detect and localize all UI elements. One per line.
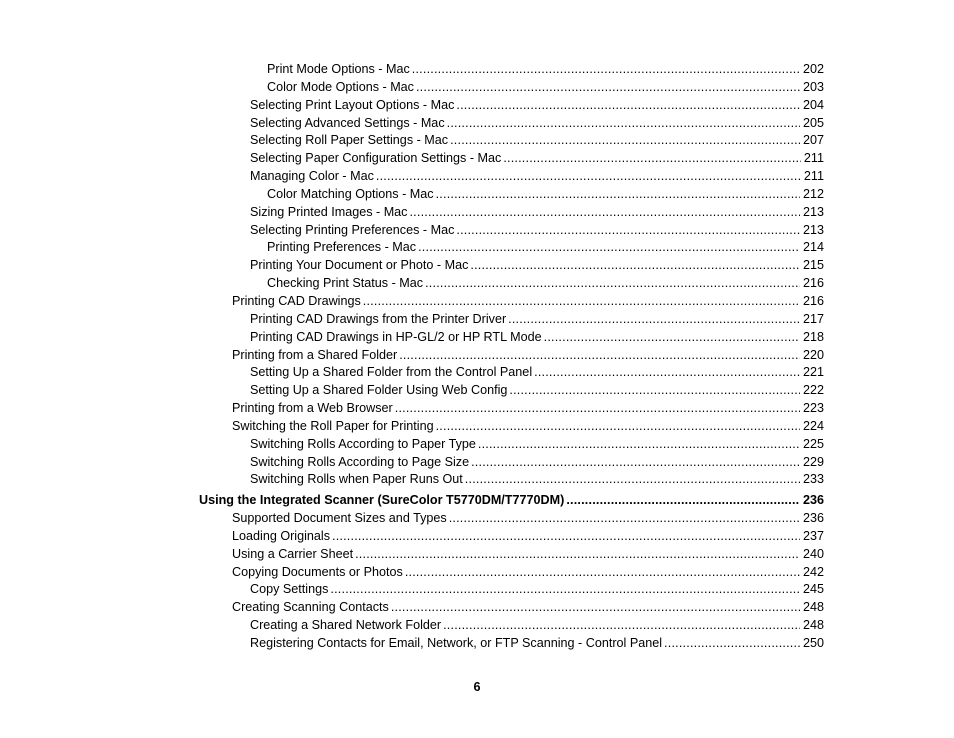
toc-entry[interactable] <box>0 222 954 240</box>
toc-entry-page-number: 214 <box>802 240 824 255</box>
page-number: 6 <box>473 680 481 694</box>
toc-entry-page-number: 218 <box>802 329 824 344</box>
toc-entry-page-number: 236 <box>802 493 824 508</box>
dot-leader <box>355 546 800 564</box>
toc-entry-title: Creating Scanning Contacts <box>232 600 389 615</box>
toc-entry-page-number: 245 <box>802 582 824 597</box>
toc-entry-page-number: 212 <box>802 186 824 201</box>
toc-entry-title: Selecting Printing Preferences - Mac <box>250 222 455 237</box>
dot-leader <box>412 61 800 79</box>
dot-leader <box>399 347 800 365</box>
toc-section-heading[interactable] <box>0 492 954 510</box>
toc-entry-title: Copying Documents or Photos <box>232 564 403 579</box>
toc-entry[interactable] <box>0 275 954 293</box>
dot-leader <box>332 528 800 546</box>
toc-entry-page-number: 242 <box>802 564 824 579</box>
toc-entry-title: Printing CAD Drawings <box>232 293 361 308</box>
toc-entry[interactable] <box>0 564 954 582</box>
toc-entry[interactable] <box>0 581 954 599</box>
toc-entry-page-number: 236 <box>802 511 824 526</box>
toc-entry[interactable] <box>0 97 954 115</box>
toc-entry-link[interactable] <box>232 599 824 617</box>
toc-entry-title: Using a Carrier Sheet <box>232 546 354 561</box>
toc-entry-page-number: 202 <box>802 62 824 76</box>
dot-leader <box>418 239 800 257</box>
toc-entry-title: Selecting Roll Paper Settings - Mac <box>250 133 449 148</box>
dot-leader <box>330 581 800 599</box>
toc-entry-title: Printing CAD Drawings in HP-GL/2 or HP RTL Mode <box>250 329 542 344</box>
toc-entry-link[interactable] <box>232 528 824 546</box>
dot-leader <box>470 257 800 275</box>
toc-entry-link[interactable] <box>250 150 824 168</box>
toc-entry-title: Switching the Roll Paper for Printing <box>232 418 434 433</box>
toc-entry[interactable] <box>0 186 954 204</box>
toc-entry-page-number: 211 <box>803 169 824 184</box>
toc-entry-page-number: 203 <box>802 79 824 94</box>
dot-leader <box>425 275 800 293</box>
toc-entry-page-number: 224 <box>802 418 824 433</box>
toc-entry-title: Managing Color - Mac <box>250 169 374 184</box>
toc-entry-page-number: 221 <box>802 365 824 380</box>
toc-entry-page-number: 211 <box>803 151 824 166</box>
toc-entry-title: Printing from a Shared Folder <box>232 347 398 362</box>
dot-leader <box>363 293 800 311</box>
toc-entry-page-number: 223 <box>802 401 824 416</box>
dot-leader <box>465 471 800 489</box>
toc-entry-link[interactable] <box>232 418 824 436</box>
toc-entry-page-number: 205 <box>802 115 824 130</box>
toc-entry-link[interactable] <box>267 79 824 97</box>
toc-entry-title: Setting Up a Shared Folder from the Control Panel <box>250 365 533 380</box>
dot-leader <box>376 168 801 186</box>
toc-entry[interactable] <box>0 257 954 275</box>
toc-entry-page-number: 233 <box>802 472 824 487</box>
dot-leader <box>395 400 800 418</box>
toc-entry-link[interactable] <box>250 204 824 222</box>
toc-entry-title: Color Mode Options - Mac <box>267 79 414 94</box>
dot-leader <box>450 132 800 150</box>
toc-entry-link[interactable] <box>250 635 824 653</box>
toc-entry-link[interactable] <box>267 239 824 257</box>
dot-leader <box>416 79 800 97</box>
dot-leader <box>409 204 800 222</box>
toc-entry-link[interactable] <box>267 61 824 79</box>
toc-entry[interactable] <box>0 311 954 329</box>
toc-entry-link[interactable] <box>232 510 824 528</box>
toc-entry-page-number: 240 <box>802 546 824 561</box>
toc-entry-link[interactable] <box>250 436 824 454</box>
toc-entry-link[interactable] <box>250 132 824 150</box>
toc-entry-link[interactable] <box>250 454 824 472</box>
toc-entry-title: Supported Document Sizes and Types <box>232 511 447 526</box>
toc-entry[interactable] <box>0 510 954 528</box>
dot-leader <box>508 311 800 329</box>
toc-entry-page-number: 250 <box>802 636 824 650</box>
toc-entry-link[interactable] <box>250 364 824 382</box>
toc-entry-page-number: 248 <box>802 618 824 633</box>
toc-entry-page-number: 248 <box>802 600 824 615</box>
toc-entry[interactable] <box>0 347 954 365</box>
toc-entry-title: Switching Rolls when Paper Runs Out <box>250 472 463 487</box>
toc-entry[interactable] <box>0 617 954 635</box>
toc-entry-page-number: 220 <box>802 347 824 362</box>
toc-entry[interactable] <box>0 382 954 400</box>
toc-entry-title: Printing CAD Drawings from the Printer Driver <box>250 311 507 326</box>
toc-entry-page-number: 207 <box>802 133 824 148</box>
toc-entry-title: Printing Your Document or Photo - Mac <box>250 258 469 273</box>
toc-entry-title: Setting Up a Shared Folder Using Web Config <box>250 383 508 398</box>
toc-entry-page-number: 213 <box>802 222 824 237</box>
toc-entry[interactable] <box>0 79 954 97</box>
toc-entry-title: Copy Settings <box>250 582 329 597</box>
dot-leader <box>509 382 800 400</box>
toc-entry-page-number: 216 <box>802 276 824 291</box>
toc-entry-page-number: 237 <box>802 528 824 543</box>
toc-entry[interactable] <box>0 400 954 418</box>
toc-entry-title: Registering Contacts for Email, Network, or FTP Scanning - Control Panel <box>250 636 663 650</box>
toc-entry[interactable] <box>0 239 954 257</box>
dot-leader <box>471 454 800 472</box>
dot-leader <box>456 222 800 240</box>
dot-leader <box>405 564 800 582</box>
toc-entry[interactable] <box>0 293 954 311</box>
dot-leader <box>566 492 800 510</box>
toc-entry-link[interactable] <box>232 347 824 365</box>
toc-entry-link[interactable] <box>199 492 824 510</box>
dot-leader <box>544 329 800 347</box>
toc-entry[interactable] <box>0 168 954 186</box>
toc-entry-link[interactable] <box>232 400 824 418</box>
dot-leader <box>443 617 800 635</box>
toc-entry[interactable] <box>0 418 954 436</box>
toc-entry-title: Using the Integrated Scanner (SureColor T5770DM/T7770DM) <box>199 493 565 508</box>
dot-leader <box>478 436 800 454</box>
toc-entry[interactable] <box>0 329 954 347</box>
toc-entry-link[interactable] <box>250 581 824 599</box>
toc-entry-page-number: 229 <box>802 454 824 469</box>
toc-entry-link[interactable] <box>250 115 824 133</box>
toc-entry-title: Loading Originals <box>232 528 331 543</box>
toc-entry-title: Color Matching Options - Mac <box>267 186 434 201</box>
toc-entry[interactable] <box>0 150 954 168</box>
toc-entry[interactable] <box>0 454 954 472</box>
dot-leader <box>436 418 800 436</box>
toc-entry[interactable] <box>0 115 954 133</box>
dot-leader <box>534 364 800 382</box>
toc-entry-page-number: 213 <box>802 204 824 219</box>
toc-entry[interactable] <box>0 61 954 79</box>
table-of-contents <box>0 61 954 653</box>
toc-entry-title: Switching Rolls According to Paper Type <box>250 436 476 451</box>
toc-entry[interactable] <box>0 599 954 617</box>
toc-entry-title: Printing from a Web Browser <box>232 401 393 416</box>
toc-entry-title: Print Mode Options - Mac <box>267 62 410 76</box>
toc-entry-link[interactable] <box>232 546 824 564</box>
toc-entry-title: Switching Rolls According to Page Size <box>250 454 470 469</box>
dot-leader <box>503 150 801 168</box>
toc-entry-link[interactable] <box>250 311 824 329</box>
toc-entry[interactable] <box>0 546 954 564</box>
toc-entry-page-number: 204 <box>802 97 824 112</box>
toc-entry-link[interactable] <box>250 617 824 635</box>
dot-leader <box>664 635 800 653</box>
toc-entry[interactable] <box>0 364 954 382</box>
toc-entry-title: Selecting Paper Configuration Settings - Mac <box>250 151 502 166</box>
toc-entry-page-number: 217 <box>802 311 824 326</box>
toc-entry-link[interactable] <box>250 222 824 240</box>
toc-entry-link[interactable] <box>250 382 824 400</box>
toc-entry-title: Printing Preferences - Mac <box>267 240 417 255</box>
dot-leader <box>456 97 800 115</box>
toc-entry[interactable] <box>0 528 954 546</box>
toc-entry-link[interactable] <box>250 471 824 489</box>
toc-entry-title: Checking Print Status - Mac <box>267 276 424 291</box>
toc-entry-page-number: 216 <box>802 293 824 308</box>
toc-entry-title: Selecting Advanced Settings - Mac <box>250 115 445 130</box>
toc-entry-link[interactable] <box>250 168 824 186</box>
toc-entry-title: Creating a Shared Network Folder <box>250 618 442 633</box>
toc-entry[interactable] <box>0 132 954 150</box>
toc-entry-link[interactable] <box>232 293 824 311</box>
toc-entry-page-number: 215 <box>802 258 824 273</box>
toc-entry-title: Sizing Printed Images - Mac <box>250 204 408 219</box>
toc-entry-title: Selecting Print Layout Options - Mac <box>250 97 455 112</box>
dot-leader <box>447 115 800 133</box>
toc-entry-link[interactable] <box>232 564 824 582</box>
toc-entry-page-number: 225 <box>802 436 824 451</box>
toc-entry[interactable] <box>0 436 954 454</box>
toc-entry-link[interactable] <box>250 97 824 115</box>
toc-entry[interactable] <box>0 635 954 653</box>
toc-entry[interactable] <box>0 204 954 222</box>
dot-leader <box>449 510 800 528</box>
dot-leader <box>391 599 800 617</box>
toc-entry-link[interactable] <box>267 275 824 293</box>
toc-entry[interactable] <box>0 471 954 489</box>
toc-entry-link[interactable] <box>267 186 824 204</box>
dot-leader <box>436 186 800 204</box>
toc-entry-page-number: 222 <box>802 383 824 398</box>
toc-entry-link[interactable] <box>250 329 824 347</box>
toc-entry-link[interactable] <box>250 257 824 275</box>
